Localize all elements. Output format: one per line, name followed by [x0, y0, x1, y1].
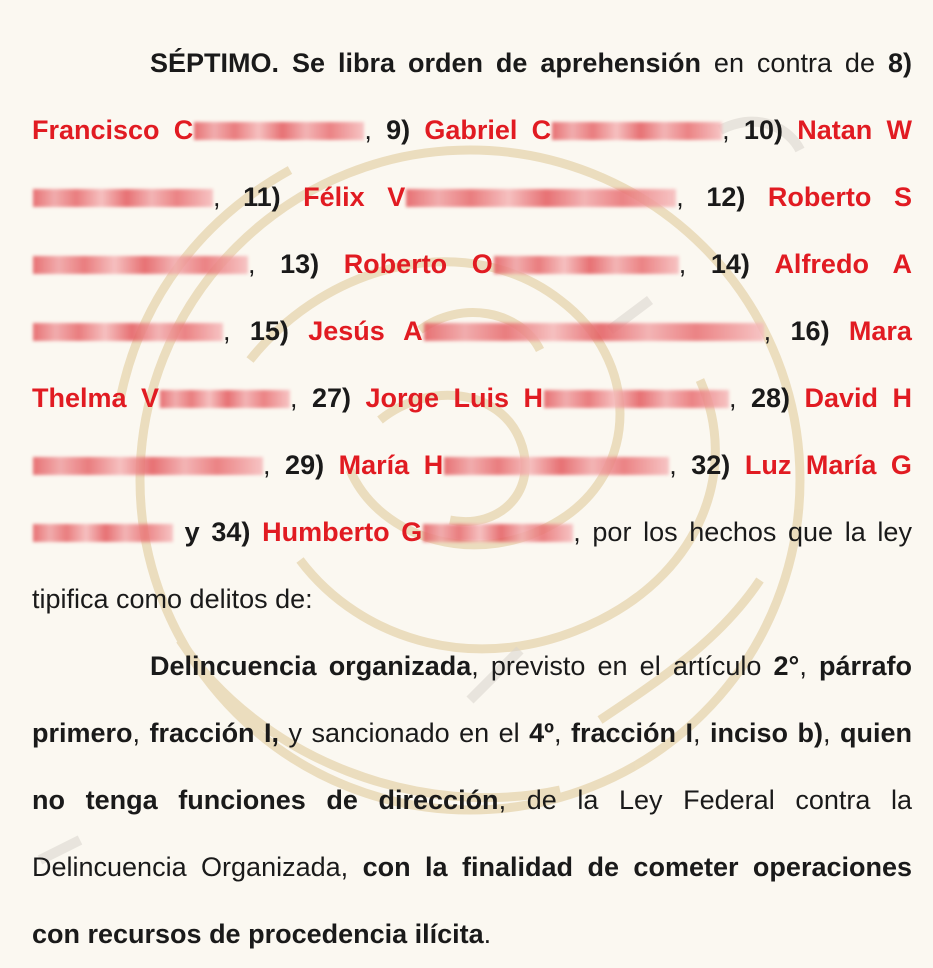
redacted-name: Gabriel C — [424, 115, 552, 145]
item-number: 16) — [790, 316, 830, 346]
item-number: 32) — [691, 450, 731, 480]
redaction-blur — [444, 457, 669, 475]
paragraph-heading: SÉPTIMO. — [150, 48, 280, 78]
redacted-name: Mara Thelma V — [32, 316, 912, 413]
item-number: 28) — [750, 383, 791, 413]
redaction-blur — [33, 323, 223, 341]
redacted-name: María H — [338, 450, 444, 480]
order-text: Se libra orden de aprehensión — [291, 48, 701, 78]
item-number: 10) — [743, 115, 783, 145]
item-number: 29) — [285, 450, 325, 480]
offense-name: Delincuencia organizada — [150, 651, 472, 681]
redaction-blur — [423, 524, 573, 542]
redacted-name: Roberto O — [343, 249, 493, 279]
redaction-blur — [33, 256, 248, 274]
redaction-blur — [160, 390, 290, 408]
redaction-blur — [544, 390, 729, 408]
paragraph-delitos: Delincuencia organizada, previsto en el artículo 2°, párrafo primero, fracción I, y sancionado en el 4º, fracción I, inciso b), quien no tenga funciones de dirección, de la Ley Federal contra la Delincuencia Organizada, con la finalidad de cometer operaciones con recursos de procedencia ilícita. — [32, 651, 912, 949]
redacted-name: David H — [804, 383, 912, 413]
item-number: 15) — [249, 316, 289, 346]
redaction-blur — [194, 122, 364, 140]
item-number: 12) — [706, 182, 746, 212]
redaction-blur — [424, 323, 764, 341]
redacted-name: Félix V — [303, 182, 406, 212]
redaction-blur — [33, 457, 263, 475]
document-body — [32, 30, 912, 968]
item-number: 14) — [710, 249, 750, 279]
conjunction: y — [184, 517, 200, 547]
redacted-name: Alfredo A — [774, 249, 912, 279]
intro-text: en contra de — [713, 48, 875, 78]
closing-text: , por los hechos que la ley tipifica como delitos de: — [32, 517, 912, 614]
item-number: 13) — [280, 249, 320, 279]
paragraph-septimo: SÉPTIMO. Se libra orden de aprehensión en contra de 8) Francisco C , 9) Gabriel C , 10) Natan W, 11) Félix V , 12) Roberto S, 13) Roberto O , 14) Alfredo A, 15) Jesús A , 16) Mara Thelma V , 27) Jorge Luis H , 28) David H, 29) María H , 32) Luz María G y 34) Humberto G , por los hechos que la ley tipifica como delitos de: — [32, 48, 912, 614]
redacted-name: Francisco C — [32, 115, 194, 145]
redacted-name: Humberto G — [262, 517, 423, 547]
redaction-blur — [406, 189, 676, 207]
redacted-name: Jesús A — [308, 316, 423, 346]
item-number: 27) — [312, 383, 352, 413]
redacted-name: Luz María G — [744, 450, 912, 480]
item-number: 8) — [887, 48, 912, 78]
item-number: 11) — [243, 182, 281, 212]
item-number: 34) — [211, 517, 251, 547]
redaction-blur — [33, 524, 173, 542]
item-number: 9) — [386, 115, 411, 145]
redacted-name: Roberto S — [767, 182, 912, 212]
redaction-blur — [33, 189, 213, 207]
redaction-blur — [552, 122, 722, 140]
redacted-name: Jorge Luis H — [365, 383, 543, 413]
redacted-name: Natan W — [797, 115, 912, 145]
redaction-blur — [494, 256, 679, 274]
